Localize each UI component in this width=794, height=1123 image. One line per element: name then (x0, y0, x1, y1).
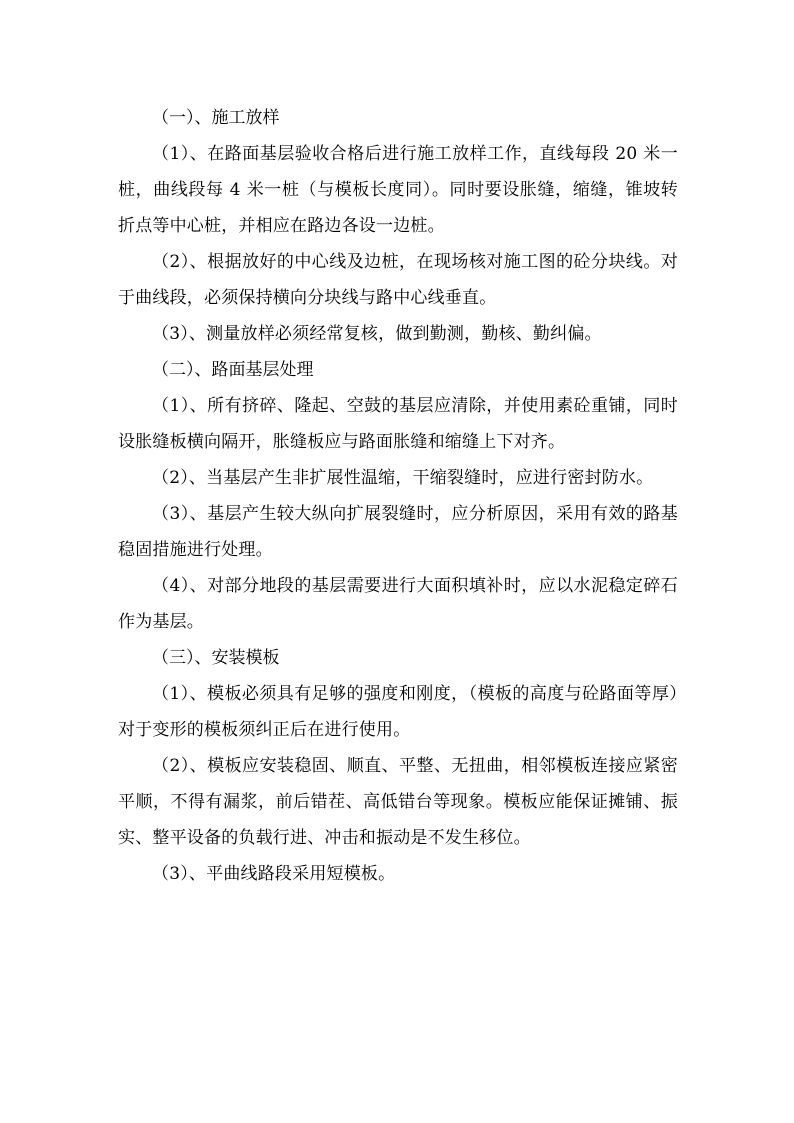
section-1-paragraph-2: （2）、根据放好的中心线及边桩，在现场核对施工图的砼分块线。对于曲线段，必须保持横向分块线与路中心线垂直。 (118, 252, 678, 308)
section-1-paragraph-1: （1）、在路面基层验收合格后进行施工放样工作，直线每段 20 米一桩，曲线段每 4 米一桩（与模板长度同）。同时要设胀缝，缩缝，锥坡转折点等中心桩，并相应在路边各设一边桩。 (118, 144, 678, 236)
section-heading-3: （三）、安装模板 (152, 648, 280, 668)
section-heading-1: （一）、施工放样 (152, 108, 280, 128)
document-body (118, 100, 678, 892)
section-3-paragraph-3: （3）、平曲线路段采用短模板。 (152, 864, 396, 884)
section-2-paragraph-4: （4）、对部分地段的基层需要进行大面积填补时，应以水泥稳定碎石作为基层。 (118, 576, 678, 632)
section-2-paragraph-1: （1）、所有挤碎、隆起、空鼓的基层应清除，并使用素砼重铺，同时设胀缝板横向隔开，胀缝板应与路面胀缝和缩缝上下对齐。 (118, 396, 678, 452)
section-3-paragraph-2: （2）、模板应安装稳固、顺直、平整、无扭曲，相邻模板连接应紧密平顺，不得有漏浆，前后错茬、高低错台等现象。模板应能保证摊铺、振实、整平设备的负载行进、冲击和振动是不发生移位。 (118, 756, 678, 848)
section-2-paragraph-3: （3）、基层产生较大纵向扩展裂缝时，应分析原因，采用有效的路基稳固措施进行处理。 (118, 504, 678, 560)
section-1-paragraph-3: （3）、测量放样必须经常复核，做到勤测，勤核、勤纠偏。 (152, 324, 602, 344)
section-heading-2: （二）、路面基层处理 (152, 360, 314, 380)
section-2-paragraph-2: （2）、当基层产生非扩展性温缩，干缩裂缝时，应进行密封防水。 (152, 468, 654, 488)
section-3-paragraph-1: （1）、模板必须具有足够的强度和刚度，（模板的高度与砼路面等厚）对于变形的模板须纠正后在进行使用。 (118, 684, 678, 740)
